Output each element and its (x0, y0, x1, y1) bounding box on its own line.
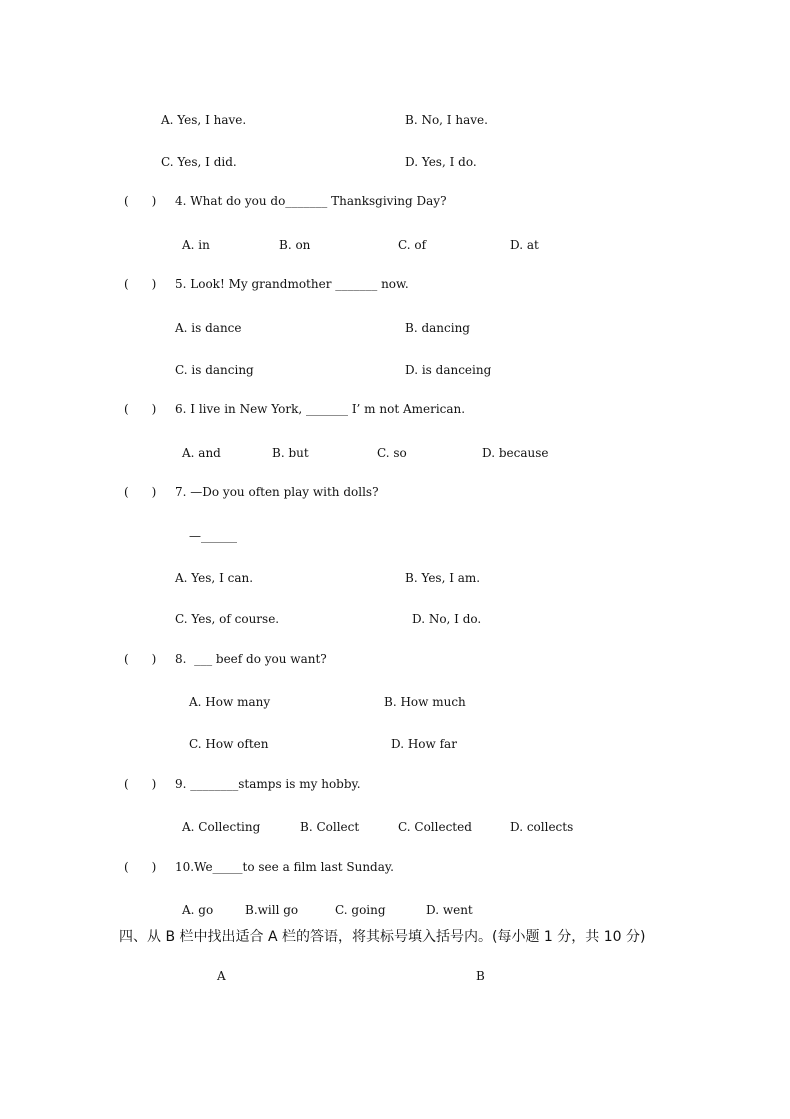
q9-option-b: B. Collect (300, 820, 360, 834)
q8-option-c: C. How often (189, 737, 269, 751)
q6-answer-paren: ( ) (124, 402, 157, 416)
q6-option-c: C. so (377, 446, 407, 460)
q7-answer-line: —______ (189, 529, 237, 543)
q10-option-c: C. going (335, 903, 386, 917)
section-4-title: 四、从 B 栏中找出适合 A 栏的答语，将其标号填入括号内。(每小题 1 分，共 10 分) (119, 929, 646, 945)
q10-option-d: D. went (426, 903, 473, 917)
q10-option-b: B.will go (245, 903, 299, 917)
q7-option-d: D. No, I do. (412, 612, 482, 626)
q3-option-c: C. Yes, I did. (161, 155, 237, 169)
q9-answer-paren: ( ) (124, 777, 157, 791)
q3-option-a: A. Yes, I have. (161, 113, 247, 127)
q9-stem: 9. ________stamps is my hobby. (175, 777, 361, 791)
q7-option-a: A. Yes, I can. (175, 571, 254, 585)
q3-option-d: D. Yes, I do. (405, 155, 477, 169)
q6-option-b: B. but (272, 446, 309, 460)
q4-option-c: C. of (398, 238, 427, 252)
q8-option-d: D. How far (391, 737, 457, 751)
q9-option-c: C. Collected (398, 820, 472, 834)
q6-option-a: A. and (182, 446, 221, 460)
column-a-header: A (217, 969, 226, 983)
q6-option-d: D. because (482, 446, 549, 460)
q5-stem: 5. Look! My grandmother _______ now. (175, 277, 409, 291)
q7-stem: 7. —Do you often play with dolls? (175, 485, 379, 499)
q4-option-d: D. at (510, 238, 539, 252)
column-b-header: B (476, 969, 485, 983)
q3-option-b: B. No, I have. (405, 113, 488, 127)
q5-option-c: C. is dancing (175, 363, 254, 377)
q5-option-d: D. is danceing (405, 363, 492, 377)
q8-stem: 8. ___ beef do you want? (175, 652, 327, 666)
q7-answer-paren: ( ) (124, 485, 157, 499)
q10-option-a: A. go (182, 903, 214, 917)
q7-option-c: C. Yes, of course. (175, 612, 280, 626)
q6-stem: 6. I live in New York, _______ I’ m not American. (175, 402, 466, 416)
q4-option-a: A. in (182, 238, 210, 252)
q4-answer-paren: ( ) (124, 194, 157, 208)
q4-option-b: B. on (279, 238, 311, 252)
q8-option-a: A. How many (189, 695, 271, 709)
q4-stem: 4. What do you do_______ Thanksgiving Day? (175, 194, 447, 208)
q5-option-b: B. dancing (405, 321, 470, 335)
q9-option-a: A. Collecting (182, 820, 261, 834)
q5-answer-paren: ( ) (124, 277, 157, 291)
q10-stem: 10.We_____to see a film last Sunday. (175, 860, 394, 874)
q7-option-b: B. Yes, I am. (405, 571, 481, 585)
q9-option-d: D. collects (510, 820, 574, 834)
q5-option-a: A. is dance (175, 321, 242, 335)
q8-answer-paren: ( ) (124, 652, 157, 666)
q8-option-b: B. How much (384, 695, 466, 709)
q10-answer-paren: ( ) (124, 860, 157, 874)
